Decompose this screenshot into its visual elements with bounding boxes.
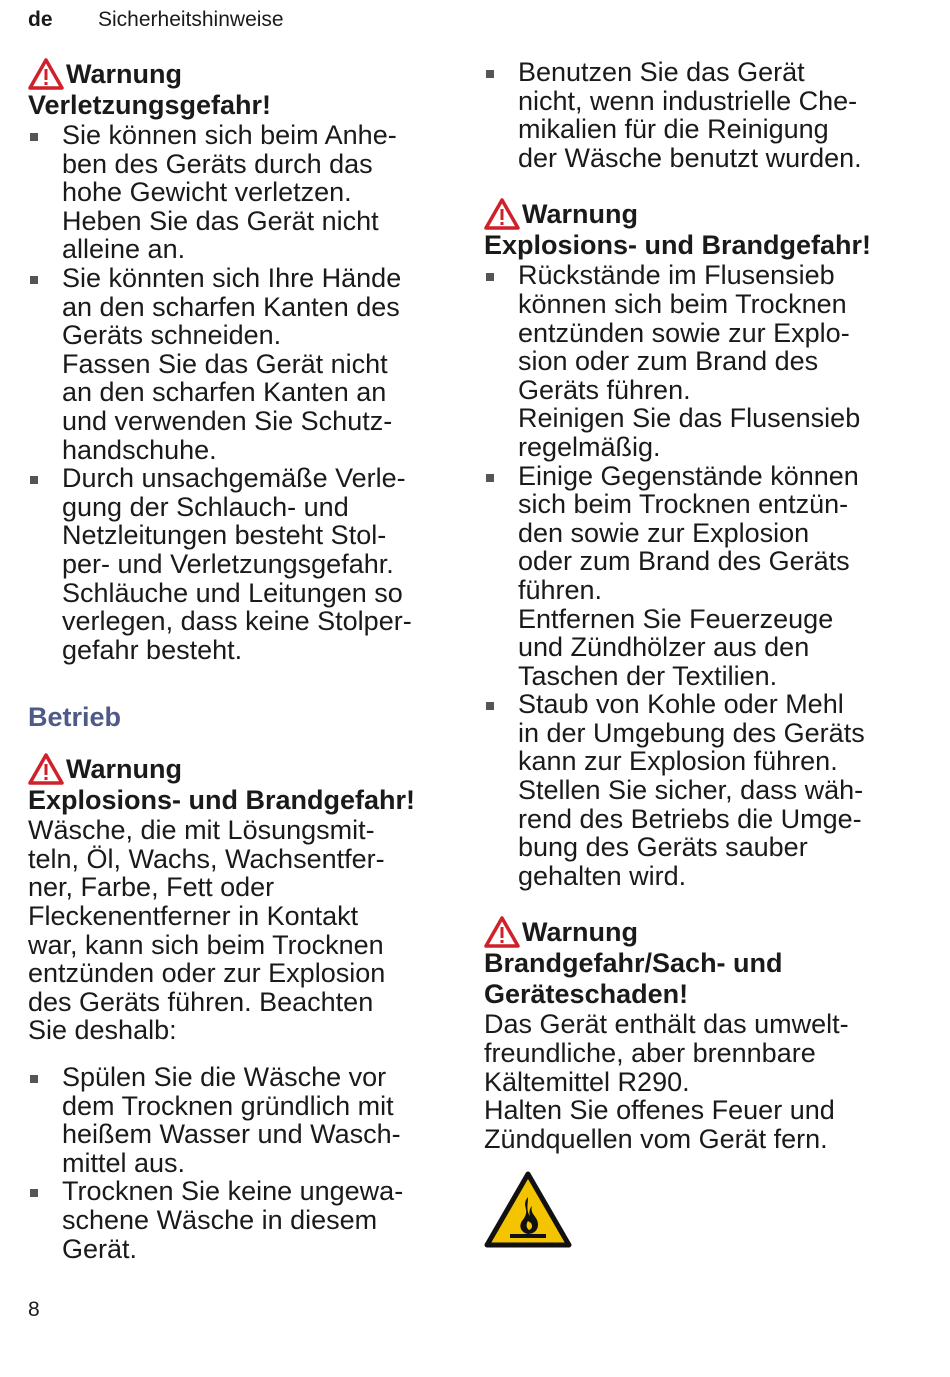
warning-label: Warnung <box>522 916 638 947</box>
warning-title: Verletzungsgefahr! <box>28 90 272 120</box>
list-item: Sie könnten sich Ihre Hände an den scharfen Kanten des Geräts schneiden. Fassen Sie das Gerät nicht an den scharfen Kanten an und verwenden Sie Schutz- handschuhe. <box>28 264 458 464</box>
warning-label: Warnung <box>522 198 638 229</box>
warning-label: Warnung <box>66 58 182 89</box>
warning-title: Explosions- und Brandgefahr! <box>484 230 872 261</box>
warning-title: Explosions- und Brandgefahr! <box>28 785 416 816</box>
warning-triangle-icon <box>484 198 520 230</box>
page-header <box>28 8 284 32</box>
lint-list <box>484 261 924 890</box>
chemicals-list <box>484 58 924 172</box>
warning-injury <box>28 58 458 121</box>
warning-triangle-icon <box>484 916 520 948</box>
warning-triangle-icon <box>28 753 64 785</box>
warning-triangle-icon <box>28 58 64 90</box>
injury-list <box>28 121 458 664</box>
list-item: Rückstände im Flusensieb können sich beim Trocknen entzünden sowie zur Explo- sion oder zum Brand des Geräts führen. Reinigen Sie das Flusensieb regelmäßig. <box>484 261 924 461</box>
section-title: Betrieb <box>28 702 122 733</box>
left-column <box>28 58 458 1263</box>
list-item: Einige Gegenstände können sich beim Trocknen entzün- den sowie zur Explosion oder zum Brand des Geräts führen. Entfernen Sie Feuerzeuge und Zündhölzer aus den Taschen der Textilien. <box>484 462 924 691</box>
list-item: Benutzen Sie das Gerät nicht, wenn industrielle Che- mikalien für die Reinigung der Wäsche benutzt wurden. <box>484 58 924 172</box>
warning-label: Warnung <box>66 753 182 784</box>
explosion-list <box>28 1063 458 1263</box>
header-section: Sicherheitshinweise <box>98 8 284 31</box>
warning-fire-damage <box>484 916 924 1010</box>
list-item: Sie können sich beim Anhe- ben des Geräts durch das hohe Gewicht verletzen. Heben Sie das Gerät nicht alleine an. <box>28 121 458 264</box>
list-item: Trocknen Sie keine ungewa- schene Wäsche in diesem Gerät. <box>28 1177 458 1263</box>
warning-text: Wäsche, die mit Lösungsmit- teln, Öl, Wachs, Wachsentfer- ner, Farbe, Fett oder Fleckenentferner in Kontakt war, kann sich beim Trocknen entzünden oder zur Explosion des Geräts führen. Beachten Sie deshalb: <box>28 815 386 1046</box>
list-item: Spülen Sie die Wäsche vor dem Trocknen gründlich mit heißem Wasser und Wasch- mittel aus. <box>28 1063 458 1177</box>
right-column <box>484 58 924 1249</box>
page-number: 8 <box>28 1298 40 1321</box>
warning-text: Das Gerät enthält das umwelt- freundliche, aber brennbare Kältemittel R290. Halten Sie offenes Feuer und Zündquellen vom Gerät fern. <box>484 1009 849 1154</box>
warning-explosion <box>28 753 458 816</box>
list-item: Staub von Kohle oder Mehl in der Umgebung des Geräts kann zur Explosion führen. Stellen Sie sicher, dass wäh- rend des Betriebs die Umge- bung des Geräts sauber gehalten wird. <box>484 690 924 890</box>
flammable-warning-icon <box>484 1171 572 1249</box>
warning-explosion-lint <box>484 198 924 261</box>
list-item: Durch unsachgemäße Verle- gung der Schlauch- und Netzleitungen besteht Stol- per- und Verletzungsgefahr. Schläuche und Leitungen so verlegen, dass keine Stolper- gefahr besteht. <box>28 464 458 664</box>
language-code: de <box>28 8 53 31</box>
warning-title: Brandgefahr/Sach- und Geräteschaden! <box>484 948 783 1010</box>
